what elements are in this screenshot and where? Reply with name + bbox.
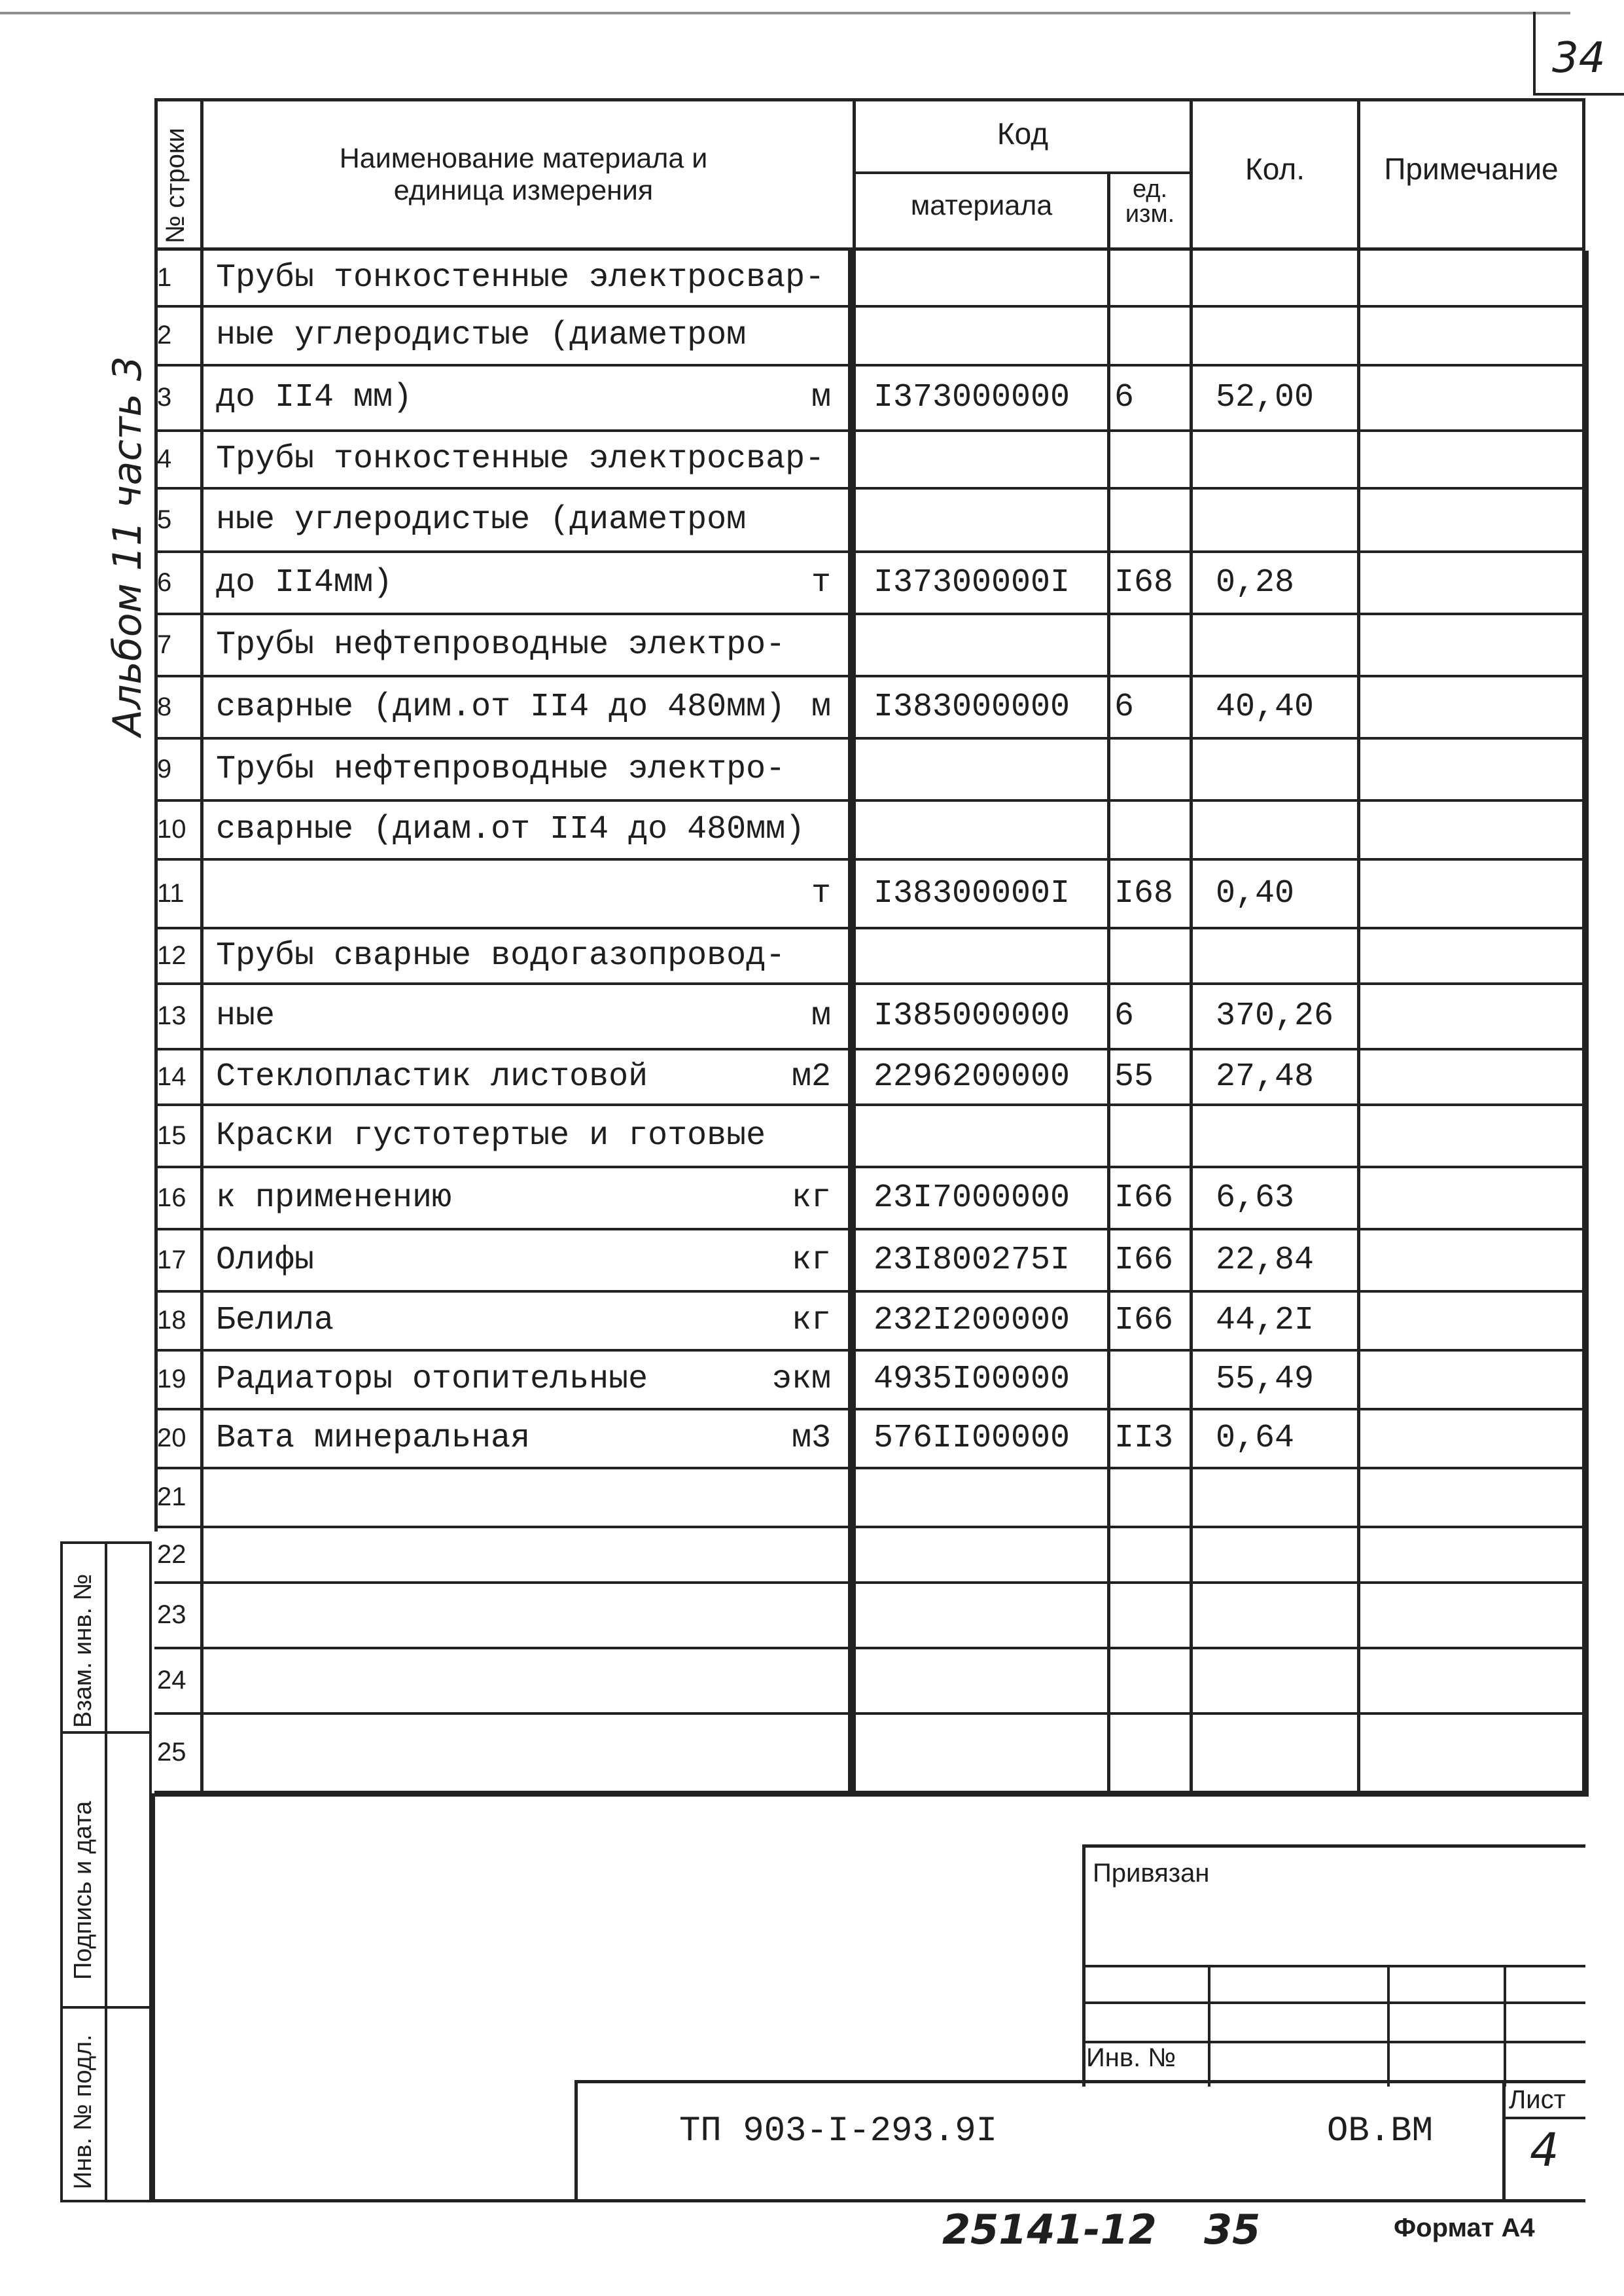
header-material: материала [910, 190, 1053, 221]
row-qty: 6,63 [1216, 1179, 1295, 1217]
row-name: ные углеродистые (диаметром [216, 317, 747, 354]
footer-format: Формат А4 [1394, 2214, 1535, 2242]
row-code: I385000000 [874, 997, 1070, 1035]
row-ucode: I68 [1114, 564, 1174, 601]
row-code: 576II00000 [874, 1420, 1070, 1457]
row-qty: 0,64 [1216, 1420, 1295, 1457]
page-number: 34 [1552, 34, 1606, 82]
row-qty: 22,84 [1216, 1241, 1315, 1279]
row-code: 23I800275I [874, 1241, 1070, 1279]
footer-page: 35 [1204, 2206, 1261, 2253]
row-unit: т [811, 564, 831, 601]
row-name: к применению [216, 1179, 452, 1217]
row-name: Трубы тонкостенные электросвар- [216, 440, 825, 478]
row-qty: 52,00 [1216, 379, 1315, 416]
row-name: Вата минеральная [216, 1420, 531, 1457]
row-code: I37300000I [874, 564, 1070, 601]
row-number: 3 [157, 383, 172, 412]
row-name: Олифы [216, 1241, 315, 1279]
row-number: 11 [157, 878, 185, 908]
stamp-sheet-label: Лист [1509, 2085, 1566, 2114]
side-stamp [60, 1541, 152, 2202]
row-ucode: II3 [1114, 1420, 1174, 1457]
row-name: до II4 мм) [216, 379, 413, 416]
row-code: 23I7000000 [874, 1179, 1070, 1217]
row-qty: 0,28 [1216, 564, 1295, 601]
row-code: 2296200000 [874, 1058, 1070, 1096]
row-name: сварные (дим.от II4 до 480мм) [216, 688, 786, 726]
row-code: I383000000 [874, 688, 1070, 726]
row-name: сварные (диам.от II4 до 480мм) [216, 811, 805, 848]
row-number: 22 [157, 1539, 186, 1569]
header-note: Примечание [1384, 152, 1559, 186]
row-number: 14 [157, 1062, 186, 1091]
row-unit: м2 [791, 1058, 831, 1096]
row-qty: 27,48 [1216, 1058, 1315, 1096]
row-unit: экм [771, 1361, 831, 1398]
row-ucode: I66 [1114, 1302, 1174, 1339]
row-name: Трубы сварные водогазопровод- [216, 937, 786, 975]
header-qty: Кол. [1245, 152, 1305, 186]
row-name: Трубы тонкостенные электросвар- [216, 259, 825, 296]
stamp-sheet: 4 [1530, 2123, 1559, 2177]
header-row-no-label: № строки [161, 128, 190, 243]
row-ucode: 6 [1114, 997, 1135, 1035]
row-number: 9 [157, 754, 172, 783]
row-unit: кг [791, 1302, 831, 1339]
row-code: I373000000 [874, 379, 1070, 416]
stamp-privyazan: Привязан [1093, 1859, 1210, 1888]
row-name: ные [216, 997, 275, 1035]
row-ucode: 6 [1114, 379, 1135, 416]
row-number: 6 [157, 567, 172, 597]
row-qty: 44,2I [1216, 1302, 1315, 1339]
stamp-mark: ОВ.ВМ [1327, 2111, 1434, 2151]
row-name: Белила [216, 1302, 334, 1339]
row-unit: т [811, 874, 831, 912]
row-name: Краски густотертые и готовые [216, 1117, 766, 1155]
row-ucode: I66 [1114, 1241, 1174, 1279]
row-unit: кг [791, 1179, 831, 1217]
row-name: Стеклопластик листовой [216, 1058, 648, 1096]
row-unit: м3 [791, 1420, 831, 1457]
row-number: 20 [157, 1424, 186, 1452]
row-number: 7 [157, 630, 172, 659]
row-number: 5 [157, 505, 172, 534]
stamp-inv-no: Инв. № [1086, 2043, 1176, 2072]
row-code: I38300000I [874, 874, 1070, 912]
row-unit: м [811, 379, 831, 416]
row-qty: 40,40 [1216, 688, 1315, 726]
row-qty: 370,26 [1216, 997, 1334, 1035]
row-ucode: I66 [1114, 1179, 1174, 1217]
row-ucode: 55 [1114, 1058, 1154, 1096]
row-number: 23 [157, 1600, 186, 1629]
row-number: 2 [157, 321, 172, 350]
row-number: 24 [157, 1666, 186, 1695]
row-name: Трубы нефтепроводные электро- [216, 626, 786, 664]
row-number: 17 [157, 1245, 186, 1274]
row-qty: 0,40 [1216, 874, 1295, 912]
row-code: 4935I00000 [874, 1361, 1070, 1398]
side-stamp-podpis: Подпись и дата [69, 1801, 97, 1980]
header-unit: ед. изм. [1125, 175, 1175, 228]
row-number: 19 [157, 1365, 186, 1393]
row-ucode: I68 [1114, 874, 1174, 912]
row-number: 18 [157, 1306, 186, 1335]
row-code: 232I200000 [874, 1302, 1070, 1339]
header-name: Наименование материала и единица измерения [339, 143, 708, 207]
row-qty: 55,49 [1216, 1361, 1315, 1398]
stamp-doc-code: ТП 903-I-293.9I [679, 2111, 998, 2151]
row-name: ные углеродистые (диаметром [216, 501, 747, 539]
row-ucode: 6 [1114, 688, 1135, 726]
row-number: 1 [157, 262, 172, 292]
row-name: Радиаторы отопительные [216, 1361, 648, 1398]
row-unit: кг [791, 1241, 831, 1279]
album-label: Альбом 11 часть 3 [105, 356, 150, 736]
row-number: 13 [157, 1001, 186, 1030]
row-number: 16 [157, 1183, 186, 1212]
row-number: 4 [157, 444, 172, 473]
side-stamp-vzam: Взам. инв. № [69, 1573, 97, 1728]
header-code: Код [997, 117, 1049, 151]
row-unit: м [811, 688, 831, 726]
title-block [574, 1844, 1585, 2202]
row-name: Трубы нефтепроводные электро- [216, 750, 786, 788]
row-number: 10 [157, 815, 186, 844]
row-name: до II4мм) [216, 564, 393, 601]
side-stamp-inv-podl: Инв. № подл. [69, 2034, 97, 2189]
row-number: 8 [157, 692, 172, 721]
row-unit: м [811, 997, 831, 1035]
row-number: 12 [157, 941, 186, 970]
row-number: 25 [157, 1738, 186, 1767]
footer-number: 25141-12 [942, 2206, 1157, 2253]
row-number: 15 [157, 1121, 186, 1150]
row-number: 21 [157, 1482, 186, 1511]
